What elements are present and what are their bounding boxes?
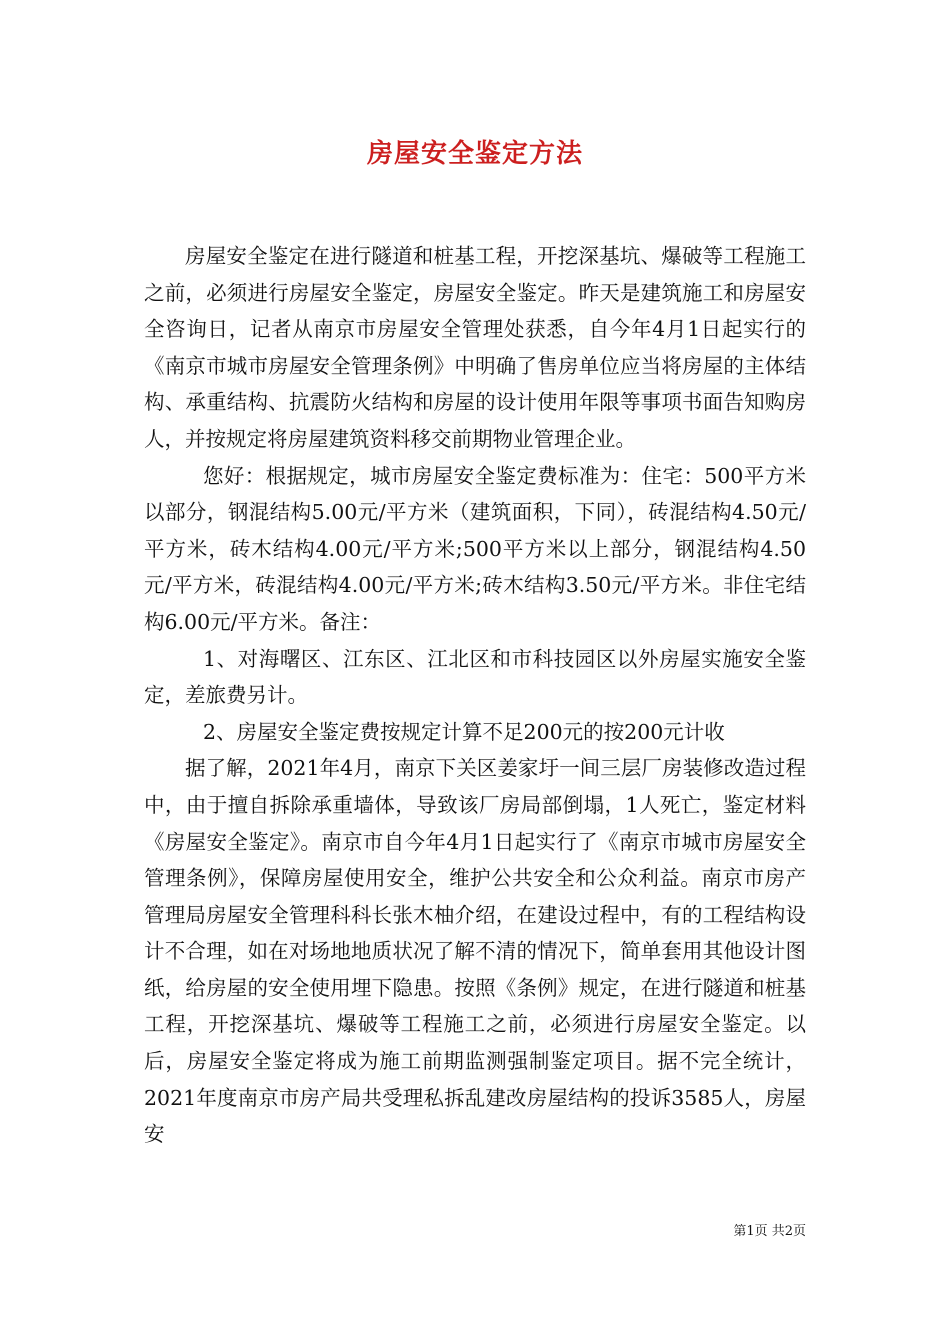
document-body <box>144 238 806 1153</box>
page-footer: 第1页 共2页 <box>733 1224 806 1239</box>
paragraph-news: 据了解，2021年4月，南京下关区姜家圩一间三层厂房装修改造过程中，由于擅自拆除承重墙体，导致该厂房局部倒塌，1人死亡，鉴定材料《房屋安全鉴定》。南京市自今年4月1日起实行了《南京市城市房屋安全管理条例》，保障房屋使用安全，维护公共安全和公众利益。南京市房产管理局房屋安全管理科科长张木柚介绍，在建设过程中，有的工程结构设计不合理，如在对场地地质状况了解不清的情况下，简单套用其他设计图纸，给房屋的安全使用埋下隐患。按照《条例》规定，在进行隧道和桩基工程，开挖深基坑、爆破等工程施工之前，必须进行房屋安全鉴定。以后，房屋安全鉴定将成为施工前期监测强制鉴定项目。据不完全统计，2021年度南京市房产局共受理私拆乱建改房屋结构的投诉3585人，房屋安 <box>144 756 806 1147</box>
paragraph-note-2: 2、房屋安全鉴定费按规定计算不足200元的按200元计收 <box>203 719 725 744</box>
document-title: 房屋安全鉴定方法 <box>366 139 583 169</box>
paragraph-note-1: 1、对海曙区、江东区、江北区和市科技园区以外房屋实施安全鉴定，差旅费另计。 <box>144 646 806 708</box>
paragraph-fee-standard: 您好：根据规定，城市房屋安全鉴定费标准为：住宅：500平方米以部分，钢混结构5.00元/平方米（建筑面积，下同），砖混结构4.50元/平方米，砖木结构4.00元/平方米;500平方米以上部分，钢混结构4.50元/平方米，砖混结构4.00元/平方米;砖木结构3.50元/平方米。非住宅结构6.00元/平方米。备注： <box>144 463 806 634</box>
paragraph-intro: 房屋安全鉴定在进行隧道和桩基工程，开挖深基坑、爆破等工程施工之前，必须进行房屋安全鉴定，房屋安全鉴定。昨天是建筑施工和房屋安全咨询日，记者从南京市房屋安全管理处获悉，自今年4月1日起实行的《南京市城市房屋安全管理条例》中明确了售房单位应当将房屋的主体结构、承重结构、抗震防火结构和房屋的设计使用年限等事项书面告知购房人，并按规定将房屋建筑资料移交前期物业管理企业。 <box>144 244 806 451</box>
